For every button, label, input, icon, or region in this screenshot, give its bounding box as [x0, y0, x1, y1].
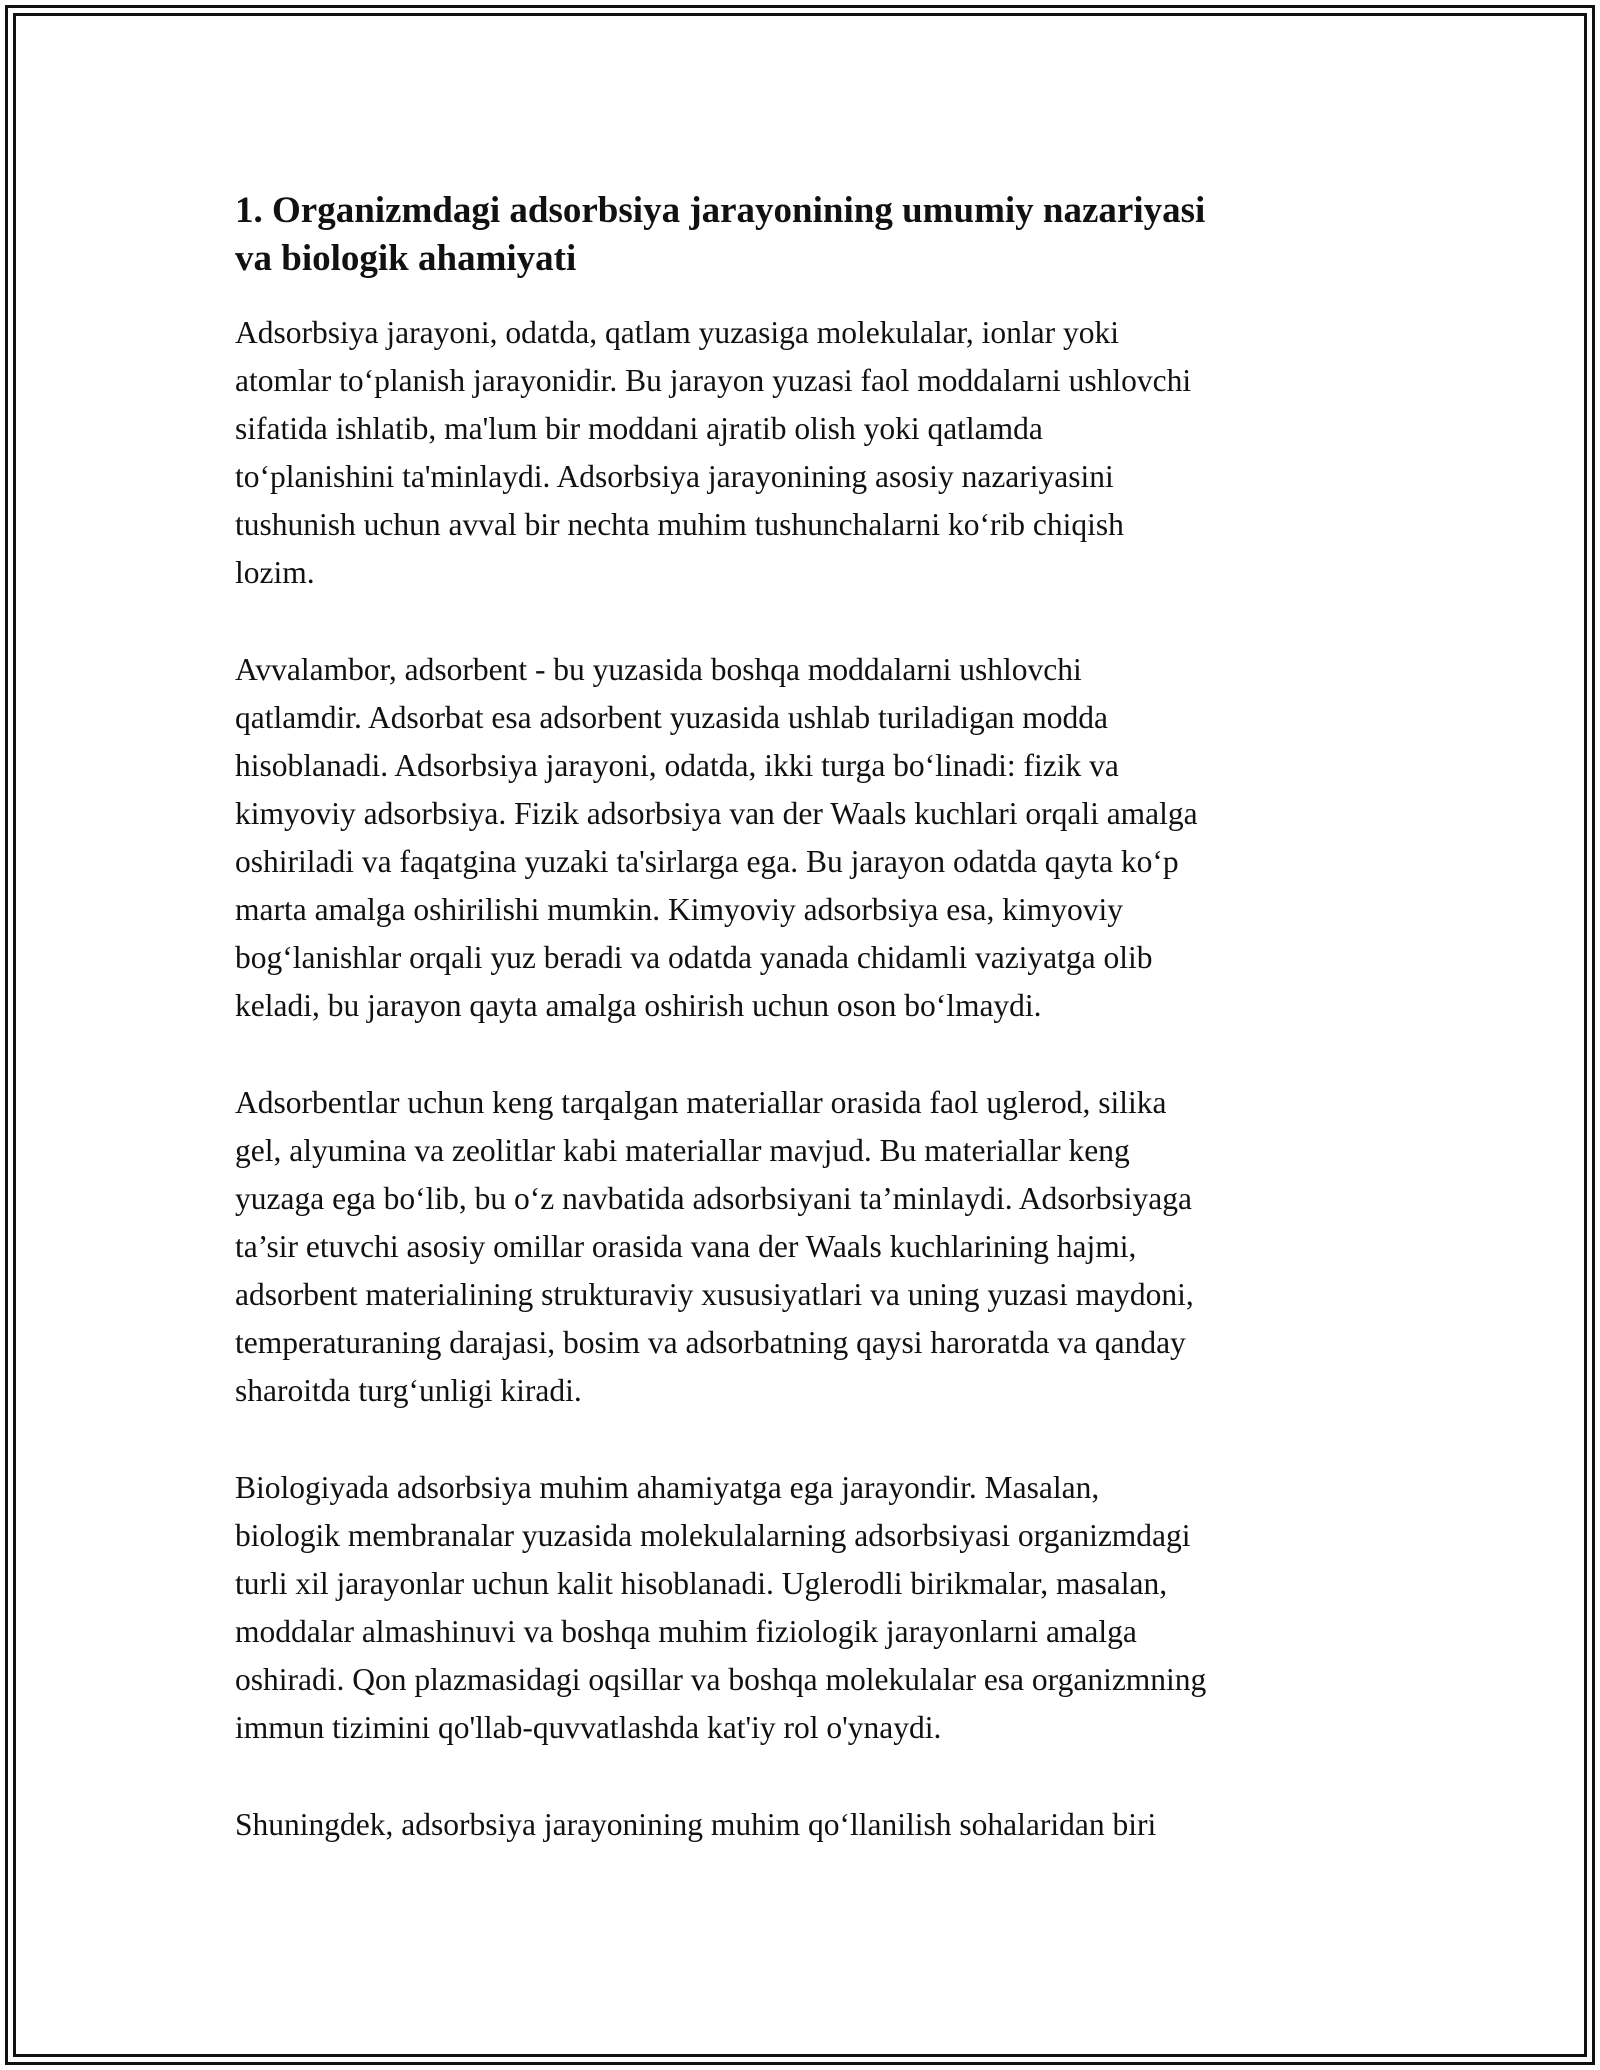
paragraph-5: Shuningdek, adsorbsiya jarayonining muhim qo‘llanilish sohalaridan biri	[235, 1807, 1157, 1842]
paragraph-2: Avvalambor, adsorbent - bu yuzasida boshqa moddalarni ushlovchi qatlamdir. Adsorbat esa adsorbent yuzasida ushlab turiladigan modda hisoblanadi. Adsorbsiya jarayoni, odatda, ikki turga bo‘linadi: fizik va kimyoviy adsorbsiya. Fizik adsorbsiya van der Waals kuchlari orqali amalga oshiriladi va faqatgina yuzaki ta'sirlarga ega. Bu jarayon odatda qayta ko‘p marta amalga oshirilishi mumkin. Kimyoviy adsorbsiya esa, kimyoviy bog‘lanishlar orqali yuz beradi va odatda yanada chidamli vaziyatga olib keladi, bu jarayon qayta amalga oshirish uchun oson bo‘lmaydi.	[235, 652, 1198, 1023]
paragraph-1: Adsorbsiya jarayoni, odatda, qatlam yuzasiga molekulalar, ionlar yoki atomlar to‘planish jarayonidir. Bu jarayon yuzasi faol moddalarni ushlovchi sifatida ishlatib, ma'lum bir moddani ajratib olish yoki qatlamda to‘planishini ta'minlaydi. Adsorbsiya jarayonining asosiy nazariyasini tushunish uchun avval bir nechta muhim tushunchalarni ko‘rib chiqish lozim.	[235, 315, 1192, 590]
section-heading: 1. Organizmdagi adsorbsiya jarayonining umumiy nazariyasi va biologik ahamiyati	[235, 190, 1206, 279]
paragraph-3: Adsorbentlar uchun keng tarqalgan materiallar orasida faol uglerod, silika gel, alyumina va zeolitlar kabi materiallar mavjud. Bu materiallar keng yuzaga ega bo‘lib, bu o‘z navbatida adsorbsiyani ta’minlaydi. Adsorbsiyaga ta’sir etuvchi asosiy omillar orasida vana der Waals kuchlarining hajmi, adsorbent materialining strukturaviy xususiyatlari va uning yuzasi maydoni, temperaturaning darajasi, bosim va adsorbatning qaysi haroratda va qanday sharoitda turg‘unligi kiradi.	[235, 1085, 1194, 1408]
paragraph-4: Biologiyada adsorbsiya muhim ahamiyatga ega jarayondir. Masalan, biologik membranalar yuzasida molekulalarning adsorbsiyasi organizmdagi turli xil jarayonlar uchun kalit hisoblanadi. Uglerodli birikmalar, masalan, moddalar almashinuvi va boshqa muhim fiziologik jarayonlarni amalga oshiradi. Qon plazmasidagi oqsillar va boshqa molekulalar esa organizmning immun tizimini qo'llab-quvvatlashda kat'iy rol o'ynaydi.	[235, 1470, 1207, 1745]
document-body	[235, 187, 1375, 1898]
